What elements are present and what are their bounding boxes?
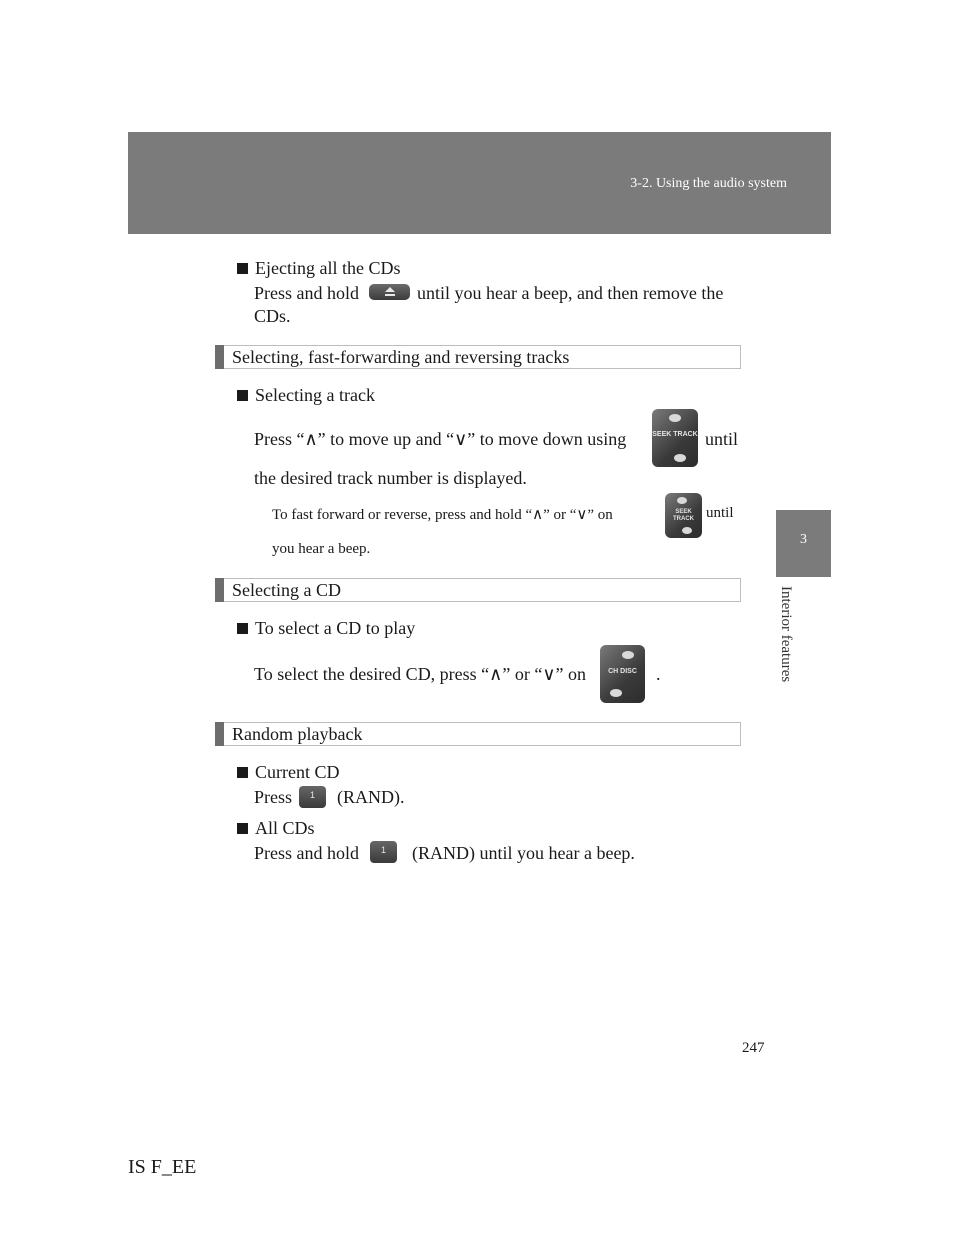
bullet-square-icon (237, 390, 248, 401)
heading-marker (215, 578, 224, 602)
cd-instruction-line1: To select the desired CD, press “∧” or “∨” on (254, 664, 586, 684)
cd-instruction-line1-end: . (656, 664, 661, 684)
ch-disc-knob-icon: CH DISC (600, 645, 645, 703)
eject-instruction-line2: CDs. (254, 306, 291, 326)
track-instruction-line2: the desired track number is displayed. (254, 468, 527, 488)
eject-instruction-line1-end: until you hear a beep, and then remove the (417, 283, 724, 303)
rand-button-icon: 1 (299, 786, 326, 808)
bullet-selecting-track: Selecting a track (237, 385, 375, 406)
chapter-label: Interior features (778, 586, 794, 683)
heading-tracks: Selecting, fast-forwarding and reversing tracks (215, 345, 741, 369)
bullet-square-icon (237, 767, 248, 778)
footer-code: IS F_EE (128, 1156, 197, 1178)
seek-track-knob-icon: SEEK TRACK (652, 409, 698, 467)
heading-marker (215, 345, 224, 369)
random-current-pre: Press (254, 787, 293, 807)
bullet-ejecting-all: Ejecting all the CDs (237, 258, 400, 279)
heading-select-cd: Selecting a CD (215, 578, 741, 602)
heading-random-playback: Random playback (215, 722, 741, 746)
header-band (128, 132, 831, 234)
chapter-tab (776, 510, 831, 577)
rand-button-hold-icon: 1 (370, 841, 397, 863)
random-all-pre: Press and hold (254, 843, 359, 863)
page-number: 247 (742, 1040, 765, 1056)
random-all-post: (RAND) until you hear a beep. (412, 843, 635, 863)
bullet-all-cds: All CDs (237, 818, 315, 839)
bullet-square-icon (237, 623, 248, 634)
track-instruction-line1-end: until (705, 429, 739, 449)
track-note-line1-end: until (706, 505, 734, 521)
heading-marker (215, 722, 224, 746)
bullet-square-icon (237, 823, 248, 834)
chapter-number: 3 (800, 532, 807, 547)
eject-button-icon (369, 284, 410, 300)
eject-instruction-line1: Press and hold (254, 283, 359, 303)
section-title: 3-2. Using the audio system (630, 176, 787, 191)
track-instruction-line1: Press “∧” to move up and “∨” to move down using (254, 429, 627, 449)
seek-track-knob-small-icon: SEEK TRACK (665, 493, 702, 538)
bullet-square-icon (237, 263, 248, 274)
track-note-line1: To fast forward or reverse, press and hold “∧” or “∨” on (272, 507, 613, 523)
random-current-post: (RAND). (337, 787, 405, 807)
track-note-line2: you hear a beep. (272, 541, 371, 557)
bullet-current-cd: Current CD (237, 762, 340, 783)
bullet-select-cd: To select a CD to play (237, 618, 415, 639)
